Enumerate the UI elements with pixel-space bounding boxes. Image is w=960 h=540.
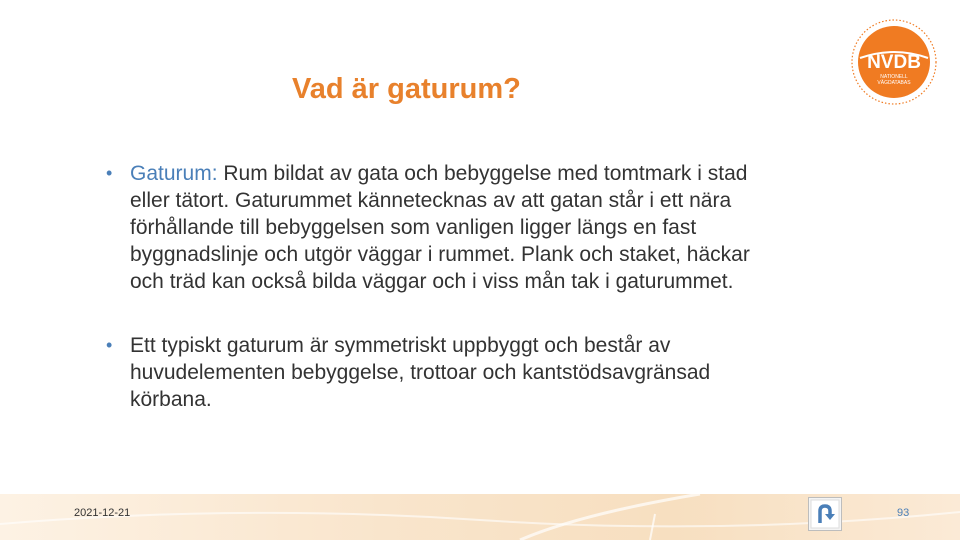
logo-subtitle-1: NATIONELL [880,74,908,80]
footer-date: 2021-12-21 [74,507,131,519]
bullet-line: Ett typiskt gaturum är symmetriskt uppbyggt och består av [130,334,671,357]
bullet-line: förhållande till bebyggelsen som vanligen ligger längs en fast [130,216,697,239]
bullet-line: körbana. [130,388,212,411]
bullet-line: och träd kan också bilda väggar och i viss mån tak i gaturummet. [130,270,734,293]
bullet-term: Gaturum: [130,162,218,185]
bullet-marker: • [106,335,113,355]
bullet-text [130,332,866,413]
bullet-marker: • [106,163,113,183]
bullet-line-text: Rum bildat av gata och bebyggelse med tomtmark i stad [217,162,748,185]
slide-title: Vad är gaturum? [292,73,521,105]
bullet-line [130,160,866,187]
return-arrow-icon [808,497,842,531]
slide-content [106,160,866,413]
bullet-item [106,160,866,295]
logo-subtitle-2: VÄGDATABAS [877,80,911,86]
nvdb-logo [850,18,938,106]
bullet-line: huvudelementen bebyggelse, trottoar och kantstödsavgränsad [130,361,711,384]
return-button[interactable] [808,497,842,531]
bullet-item [106,332,866,413]
slide-footer [0,494,960,540]
bullet-line: byggnadslinje och utgör väggar i rummet. Plank och staket, häckar [130,243,750,266]
logo-text: NVDB [867,52,921,73]
page-number: 93 [897,507,910,519]
bullet-line: eller tätort. Gaturummet kännetecknas av att gatan står i ett nära [130,189,732,212]
bullet-text [130,160,866,295]
